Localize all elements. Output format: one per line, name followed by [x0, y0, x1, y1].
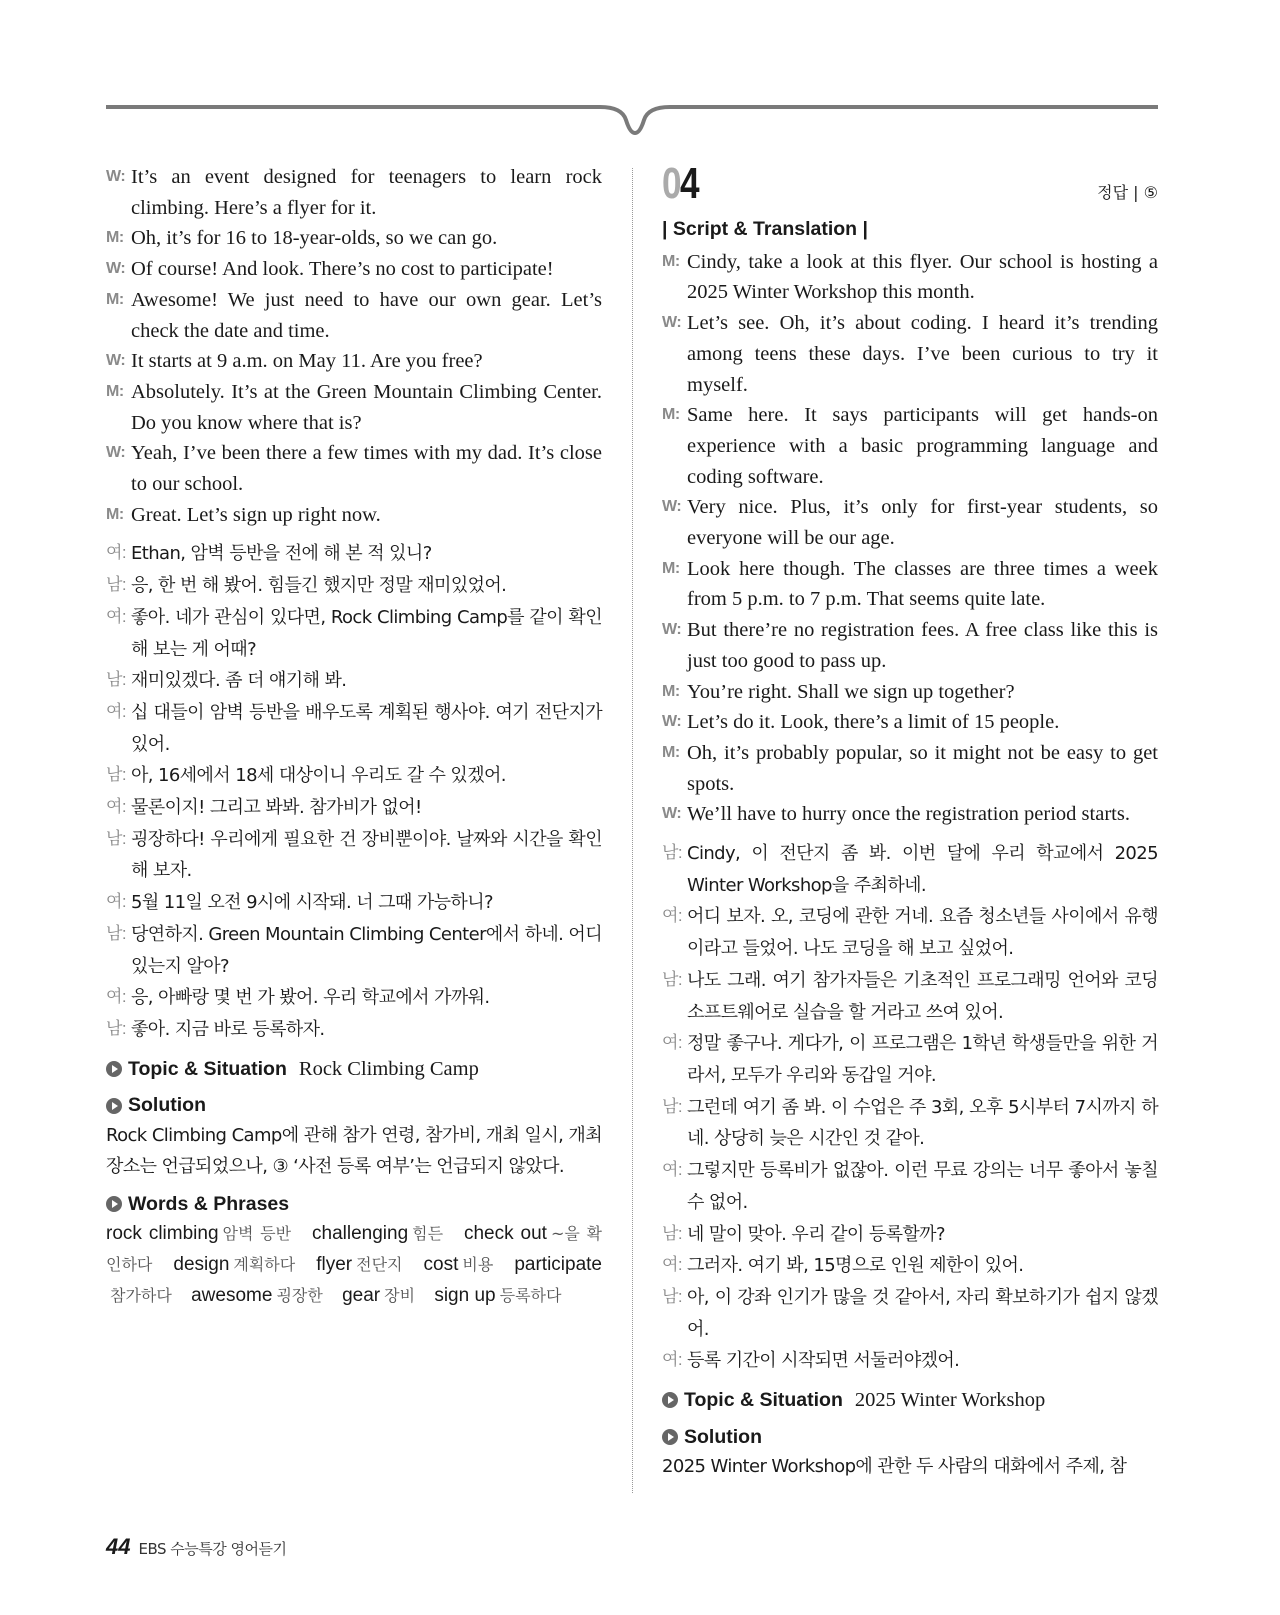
- words-heading: [106, 1189, 602, 1220]
- dialogue-line: [106, 254, 602, 285]
- dialogue-line: [662, 677, 1158, 708]
- word-meaning: 힘든: [412, 1224, 444, 1244]
- speaker-label: 남:: [106, 765, 127, 785]
- solution-heading: [662, 1422, 1158, 1453]
- dialogue-line: [662, 1345, 1158, 1377]
- book-title: EBS 수능특강 영어듣기: [138, 1540, 287, 1558]
- dialogue-text: 아, 이 강좌 인기가 많을 것 같아서, 자리 확보하기가 쉽지 않겠어.: [687, 1286, 1158, 1340]
- speaker-label: W:: [106, 444, 126, 462]
- word-term: check out: [463, 1223, 547, 1245]
- dialogue-text: 십 대들이 암벽 등반을 배우도록 계획된 행사야. 여기 전단지가 있어.: [131, 701, 602, 755]
- dialogue-text: 응, 아빠랑 몇 번 가 봤어. 우리 학교에서 가까워.: [131, 987, 490, 1009]
- word-term: design: [173, 1253, 230, 1275]
- dialogue-text: Very nice. Plus, it’s only for first-year students, so everyone will be our age.: [687, 496, 1158, 550]
- speaker-label: 여:: [106, 797, 127, 817]
- word-meaning: 등록하다: [499, 1285, 562, 1305]
- dialogue-line: [106, 162, 602, 223]
- dialogue-text: 응, 한 번 해 봤어. 힘들긴 했지만 정말 재미있었어.: [131, 575, 507, 597]
- dialogue-text: 정말 좋구나. 게다가, 이 프로그램은 1학년 학생들만을 위한 거라서, 모두가 우리와 동갑일 거야.: [687, 1033, 1158, 1086]
- answer-label: 정답 | ⑤: [1097, 183, 1158, 202]
- word-meaning: 참가하다: [110, 1285, 172, 1305]
- dialogue-text: Let’s do it. Look, there’s a limit of 15 people.: [687, 711, 1060, 734]
- page-footer: [106, 1534, 286, 1560]
- word-term: cost: [423, 1253, 459, 1275]
- dialogue-line: [662, 901, 1158, 964]
- dialogue-text: We’ll have to hurry once the registration period starts.: [687, 803, 1130, 826]
- dialogue-line: [106, 1014, 602, 1046]
- dialogue-text: 좋아. 네가 관심이 있다면, Rock Climbing Camp를 같이 확인해 보는 게 어때?: [131, 606, 602, 660]
- speaker-label: 남:: [662, 1096, 683, 1116]
- speaker-label: 여:: [106, 892, 127, 912]
- dialogue-line: [106, 665, 602, 697]
- speaker-label: M:: [662, 559, 680, 577]
- dialogue-text: Let’s see. Oh, it’s about coding. I heard it’s trending among teens these days. I’ve been curious to try it myself.: [687, 312, 1158, 396]
- dialogue-line: [106, 285, 602, 346]
- dialogue-text: Awesome! We just need to have our own gear. Let’s check the date and time.: [131, 288, 602, 342]
- dialogue-line: [662, 1155, 1158, 1218]
- speaker-label: W:: [106, 352, 126, 370]
- dialogue-line: [662, 308, 1158, 400]
- dialogue-line: [662, 1092, 1158, 1155]
- dialogue-line: [106, 824, 602, 887]
- dialogue-text: 아, 16세에서 18세 대상이니 우리도 갈 수 있겠어.: [131, 765, 506, 787]
- dialogue-line: [662, 799, 1158, 830]
- dialogue-text: 나도 그래. 여기 참가자들은 기초적인 프로그래밍 언어와 코딩 소프트웨어로 실습을 할 거라고 쓰여 있어.: [687, 969, 1158, 1023]
- dialogue-text: Oh, it’s for 16 to 18-year-olds, so we can go.: [131, 227, 498, 250]
- dialogue-text: 물론이지! 그리고 봐봐. 참가비가 없어!: [131, 797, 422, 819]
- dialogue-text: 그런데 여기 좀 봐. 이 수업은 주 3회, 오후 5시부터 7시까지 하네. 상당히 늦은 시간인 것 같아.: [687, 1096, 1158, 1150]
- word-meaning: 암벽 등반: [222, 1224, 292, 1244]
- word-meaning: 계획하다: [233, 1254, 296, 1274]
- dialogue-text: 굉장하다! 우리에게 필요한 건 장비뿐이야. 날짜와 시간을 확인해 보자.: [131, 828, 602, 882]
- speaker-label: W:: [662, 621, 682, 639]
- script-english: [106, 162, 602, 530]
- topic-value: 2025 Winter Workshop: [854, 1389, 1046, 1412]
- dialogue-line: [106, 887, 602, 919]
- dialogue-text: 그렇지만 등록비가 없잖아. 이런 무료 강의는 너무 좋아서 놓칠 수 없어.: [687, 1160, 1158, 1213]
- dialogue-line: [106, 500, 602, 531]
- column-divider: [632, 168, 633, 1493]
- speaker-label: M:: [106, 382, 124, 400]
- dialogue-line: [662, 247, 1158, 308]
- speaker-label: W:: [662, 805, 682, 823]
- word-meaning: 장비: [384, 1285, 416, 1305]
- solution-text: Rock Climbing Camp에 관해 참가 연령, 참가비, 개최 일시, 개최 장소는 언급되었으나, ③ ‘사전 등록 여부’는 언급되지 않았다.: [106, 1125, 602, 1177]
- dialogue-text: Look here though. The classes are three times a week from 5 p.m. to 7 p.m. That seems quite late.: [687, 557, 1158, 611]
- dialogue-line: [106, 982, 602, 1014]
- words-label: Words & Phrases: [128, 1192, 290, 1215]
- dialogue-line: [106, 919, 602, 982]
- dialogue-line: [106, 570, 602, 602]
- script-english: [662, 247, 1158, 830]
- dialogue-line: [106, 792, 602, 824]
- dialogue-text: 5월 11일 오전 9시에 시작돼. 너 그때 가능하니?: [131, 892, 493, 914]
- speaker-label: M:: [106, 290, 124, 308]
- word-term: sign up: [434, 1284, 496, 1306]
- speaker-label: 남:: [106, 828, 127, 848]
- play-bullet-icon: [662, 1392, 678, 1408]
- solution-label: Solution: [684, 1425, 762, 1448]
- dialogue-text: Great. Let’s sign up right now.: [131, 503, 381, 526]
- dialogue-line: [106, 438, 602, 499]
- solution-heading: [106, 1090, 602, 1121]
- dialogue-text: 어디 보자. 오, 코딩에 관한 거네. 요즘 청소년들 사이에서 유행이라고 들었어. 나도 코딩을 해 보고 싶었어.: [687, 906, 1158, 960]
- speaker-label: W:: [106, 260, 126, 278]
- solution-label: Solution: [128, 1094, 206, 1117]
- speaker-label: 남:: [662, 1223, 683, 1243]
- dialogue-text: Ethan, 암벽 등반을 전에 해 본 적 있니?: [131, 543, 432, 565]
- dialogue-line: [662, 1250, 1158, 1282]
- speaker-label: W:: [662, 314, 682, 332]
- dialogue-line: [106, 538, 602, 570]
- dialogue-text: 그러자. 여기 봐, 15명으로 인원 제한이 있어.: [687, 1255, 1024, 1277]
- dialogue-text: 등록 기간이 시작되면 서둘러야겠어.: [687, 1350, 960, 1372]
- speaker-label: 여:: [106, 606, 127, 626]
- speaker-label: 남:: [662, 969, 683, 989]
- dialogue-text: 좋아. 지금 바로 등록하자.: [131, 1018, 325, 1040]
- topic-value: Rock Climbing Camp: [298, 1057, 479, 1080]
- dialogue-line: [106, 346, 602, 377]
- dialogue-line: [662, 707, 1158, 738]
- speaker-label: 남:: [106, 923, 127, 943]
- dialogue-text: Same here. It says participants will get hands-on experience with a basic programming language and coding software.: [687, 404, 1158, 488]
- speaker-label: 여:: [106, 543, 127, 563]
- word-term: gear: [342, 1284, 381, 1306]
- play-bullet-icon: [662, 1429, 678, 1445]
- words-list: [106, 1219, 602, 1311]
- dialogue-text: It starts at 9 a.m. on May 11. Are you free?: [131, 350, 483, 373]
- play-bullet-icon: [106, 1098, 122, 1114]
- dialogue-line: [662, 615, 1158, 676]
- dialogue-line: [662, 400, 1158, 492]
- dialogue-line: [106, 377, 602, 438]
- speaker-label: 남:: [106, 575, 127, 595]
- speaker-label: 여:: [106, 987, 127, 1007]
- topic-label: Topic & Situation: [684, 1389, 843, 1412]
- section-title: | Script & Translation |: [662, 218, 868, 240]
- play-bullet-icon: [106, 1061, 122, 1077]
- speaker-label: M:: [106, 505, 124, 523]
- word-term: participate: [514, 1253, 602, 1275]
- speaker-label: M:: [106, 229, 124, 247]
- speaker-label: 남:: [106, 1018, 127, 1038]
- dialogue-line: [662, 965, 1158, 1028]
- word-term: challenging: [312, 1223, 409, 1245]
- word-meaning: 굉장한: [276, 1285, 323, 1305]
- speaker-label: 여:: [662, 1350, 683, 1370]
- right-column: [662, 159, 1158, 1483]
- left-column: [106, 162, 602, 1311]
- dialogue-text: Of course! And look. There’s no cost to participate!: [131, 258, 554, 281]
- speaker-label: W:: [662, 713, 682, 731]
- solution-text: 2025 Winter Workshop에 관한 두 사람의 대화에서 주제, 참: [662, 1456, 1127, 1478]
- topic-heading: [662, 1385, 1158, 1416]
- script-korean: [662, 838, 1158, 1377]
- word-term: flyer: [316, 1253, 353, 1275]
- speaker-label: M:: [662, 682, 680, 700]
- dialogue-line: [106, 223, 602, 254]
- play-bullet-icon: [106, 1196, 122, 1212]
- speaker-label: W:: [662, 498, 682, 516]
- header-rule: [0, 0, 1280, 150]
- dialogue-line: [662, 838, 1158, 901]
- dialogue-text: Cindy, 이 전단지 좀 봐. 이번 달에 우리 학교에서 2025 Winter Workshop을 주최하네.: [687, 843, 1158, 896]
- dialogue-text: Cindy, take a look at this flyer. Our school is hosting a 2025 Winter Workshop this month.: [687, 250, 1158, 304]
- dialogue-line: [106, 602, 602, 665]
- speaker-label: 남:: [662, 1286, 683, 1306]
- speaker-label: M:: [662, 406, 680, 424]
- word-meaning: 비용: [462, 1254, 494, 1274]
- dialogue-text: Absolutely. It’s at the Green Mountain Climbing Center. Do you know where that is?: [131, 380, 602, 434]
- word-term: rock climbing: [106, 1223, 219, 1245]
- word-term: awesome: [191, 1284, 273, 1306]
- topic-label: Topic & Situation: [128, 1057, 287, 1080]
- dialogue-line: [662, 492, 1158, 553]
- dialogue-line: [662, 1028, 1158, 1091]
- dialogue-text: 네 말이 맞아. 우리 같이 등록할까?: [687, 1223, 945, 1245]
- speaker-label: 남:: [662, 843, 683, 863]
- speaker-label: M:: [662, 252, 680, 270]
- page-number: 44: [106, 1534, 131, 1559]
- speaker-label: 여:: [662, 1033, 683, 1053]
- speaker-label: M:: [662, 743, 680, 761]
- dialogue-text: Yeah, I’ve been there a few times with my dad. It’s close to our school.: [131, 442, 602, 496]
- dialogue-text: Oh, it’s probably popular, so it might not be easy to get spots.: [687, 741, 1158, 795]
- question-number: [662, 159, 698, 208]
- dialogue-text: 당연하지. Green Mountain Climbing Center에서 하네. 어디 있는지 알아?: [131, 923, 602, 977]
- speaker-label: 남:: [106, 670, 127, 690]
- dialogue-text: But there’re no registration fees. A free class like this is just too good to pass up.: [687, 619, 1158, 672]
- question-number-digit: 4: [679, 159, 698, 208]
- question-number-prefix: 0: [662, 159, 680, 208]
- dialogue-text: 재미있겠다. 좀 더 얘기해 봐.: [131, 670, 347, 692]
- speaker-label: 여:: [662, 1255, 683, 1275]
- dialogue-line: [662, 1282, 1158, 1345]
- dialogue-line: [662, 554, 1158, 615]
- script-korean: [106, 538, 602, 1045]
- dialogue-line: [106, 760, 602, 792]
- dialogue-line: [106, 697, 602, 760]
- dialogue-text: You’re right. Shall we sign up together?: [687, 680, 1015, 703]
- dialogue-text: It’s an event designed for teenagers to learn rock climbing. Here’s a flyer for it.: [131, 166, 602, 219]
- speaker-label: 여:: [662, 1160, 683, 1180]
- speaker-label: W:: [106, 168, 126, 185]
- speaker-label: 여:: [662, 906, 683, 926]
- speaker-label: 여:: [106, 701, 127, 721]
- word-meaning: 전단지: [356, 1254, 403, 1274]
- dialogue-line: [662, 1219, 1158, 1251]
- topic-heading: [106, 1054, 602, 1085]
- dialogue-line: [662, 738, 1158, 799]
- word-meaning: ~을 확인하다: [106, 1224, 602, 1274]
